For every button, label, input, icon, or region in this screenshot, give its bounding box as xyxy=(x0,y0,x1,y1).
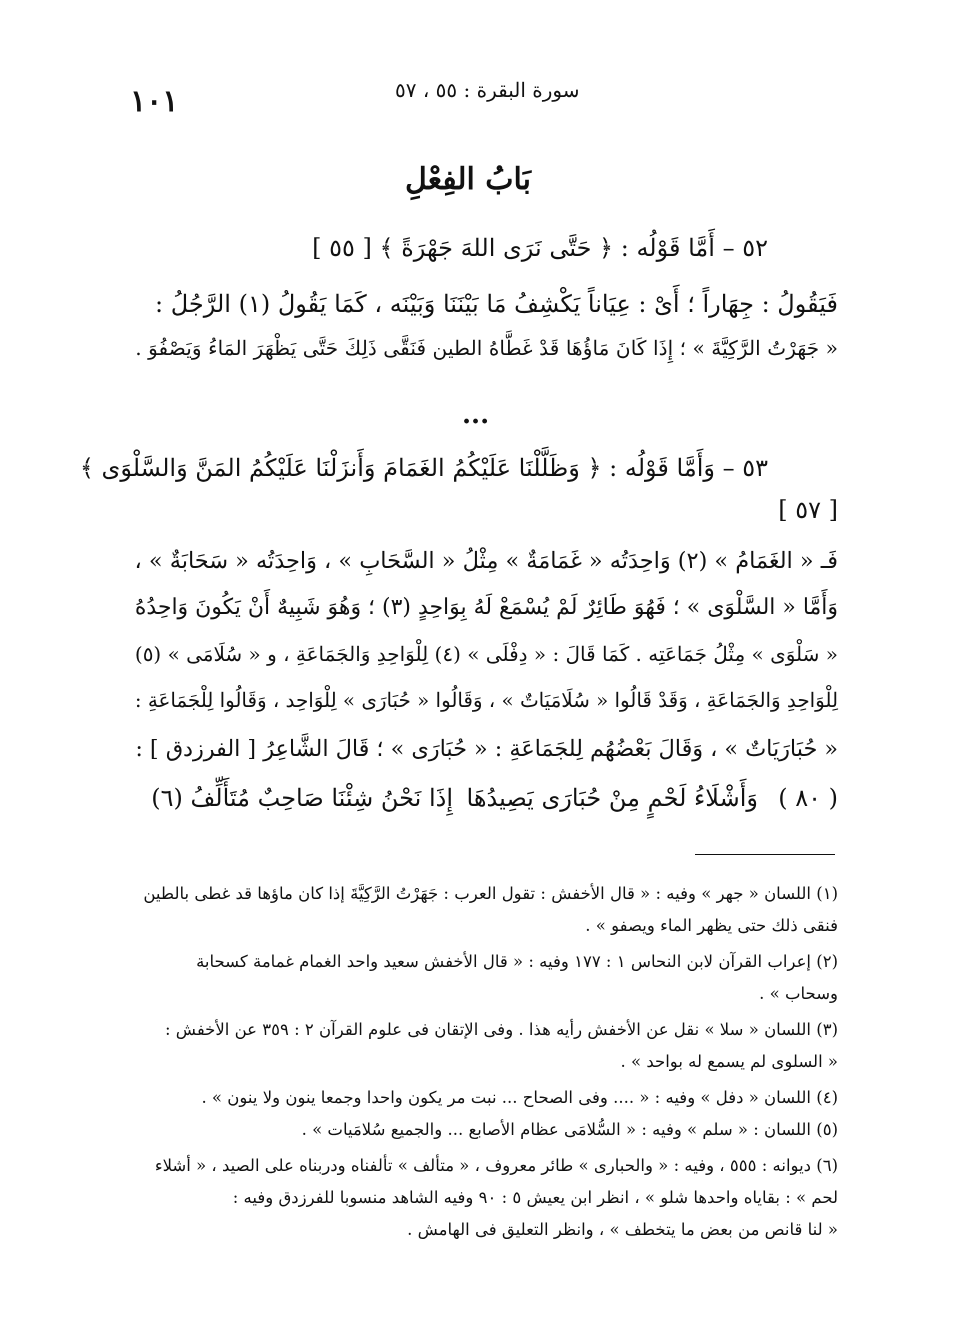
footnote-1-line-2: فنقى ذلك حتى يظهر الماء ويصفو » . xyxy=(585,916,838,935)
footnote-6-line-1: (٦) ديوانه : ٥٥٥ ، وفيه : « والحبارى » طائر معروف ، « متألف » تألفناه ودربناه على الصيد ، « أشلاء xyxy=(154,1156,838,1175)
footnote-1-line-1: (١) اللسان « جهر » وفيه : « قال الأخفش : تقول العرب : جَهَرْتُ الرَّكِيَّةَ إذا كان ماؤها قد غطى بالطين xyxy=(143,884,838,903)
section-53-line-2: وَأَمَّا « السَّلْوَى » ؛ فَهُوَ طَائِرٌ لَمْ يُسْمَعْ لَهُ بِوَاحِدٍ (٣) ؛ وَهُوَ شَبِيهٌ أَنْ يَكُونَ وَاحِدُهُ xyxy=(134,595,838,620)
section-53-line-1: فَـ « الغَمَامُ » (٢) وَاحِدَتُه « غَمَامَةٌ » مِثْلُ « السَّحَابِ » ، وَاحِدَتُه « سَحَابَةٌ » ، xyxy=(134,548,838,574)
section-52-line-2: « جَهَرْتُ الرَّكِيَّةَ » ؛ إِذَا كَانَ مَاؤُهَا قَدْ غَطَّاهُ الطين فَنَقَّى ذَلِكَ حَتَّى يَظْهَرَ المَاءُ وَيَصْفُوَ . xyxy=(135,336,838,360)
poem-hemistich-2: إِذَا نَحْنُ شِئْنَا صَاحِبٌ مُتَأَلِّفُ (٦) xyxy=(151,784,453,812)
poem-number: ( ٨٠ ) xyxy=(778,784,838,812)
footnote-rule xyxy=(695,854,835,855)
footnote-6-line-2: لحم » : بقاياه واحدها شلو » ، انظر ابن يعيش ٥ : ٩٠ وفيه الشاهد منسوبا للفرزدق وفيه : xyxy=(232,1188,838,1207)
section-53-heading-ref: [ ٥٧ ] xyxy=(778,496,838,524)
poem-hemistich-1: وَأَشْلَاءُ لَحْمٍ مِنْ حُبَارَى يَصِيدُهَا xyxy=(466,784,758,812)
section-separator: ... xyxy=(462,400,490,430)
footnote-3-line-1: (٣) اللسان « سلا » نقل عن الأخفش رأيه هذا . وفى الإتقان فى علوم القرآن ٢ : ٣٥٩ عن الأخفش : xyxy=(164,1020,838,1039)
section-53-line-4: لِلْوَاحِدِ وَالجَمَاعَةِ ، وَقَدْ قَالُوا « سُلَامَيَاتٌ » ، وَقَالُوا « حُبَارَى » لِلْوَاحِد ، وَقَالُوا لِلْجَمَاعَةِ : xyxy=(134,689,838,712)
footnote-2-line-2: وسحاب » . xyxy=(759,984,838,1003)
footnote-2-line-1: (٢) إعراب القرآن لابن النحاس ١ : ١٧٧ وفيه : « قال الأخفش سعيد واحد الغمام غمامة كسحابة xyxy=(196,952,838,971)
section-53-line-5: « حُبَارَيَاتٌ » ، وَقَالَ بَعْضُهُم لِلجَمَاعَةِ : « حُبَارَى » ؛ قَالَ الشَّاعِرُ [ الفرزدق ] : xyxy=(135,736,838,762)
section-52-line-1: فَيَقُولُ : جِهَاراً ؛ أَىْ : عِيَاناً يَكْشِفُ مَا بَيْنَنَا وَبَيْنَه ، كَمَا يَقُولُ (١) الرَّجُلُ : xyxy=(154,290,838,318)
running-header: سورة البقرة : ٥٥ ، ٥٧ xyxy=(395,78,580,102)
page-number: ١٠١ xyxy=(130,84,179,119)
section-52-heading: ٥٢ – أَمَّا قَوْلُه : ﴿ حَتَّى نَرَى اللهَ جَهْرَةً ﴾ [ ٥٥ ] xyxy=(312,234,768,262)
footnote-6-line-3: « لنا قانص من بعض ما يتخطف » ، وانظر التعليق فى الهامش . xyxy=(407,1220,838,1239)
chapter-title: بَابُ الفِعْلِ xyxy=(405,162,532,197)
footnote-3-line-2: « السلوى لم يسمع له بواحد » . xyxy=(620,1052,838,1071)
footnote-5: (٥) اللسان : « سلم » وفيه : « السُّلامَى عظام الأصابع ... والجميع سُلامَيات » . xyxy=(301,1120,838,1139)
section-53-heading: ٥٣ – وَأَمَّا قَوْلُه : ﴿ وَظَلَّلْنَا عَلَيْكُمُ الغَمَامَ وَأَنزَلْنَا عَلَيْكُمُ المَنَّ وَالسَّلْوَى ﴾ xyxy=(79,454,768,482)
section-53-line-3: « سَلْوَى » مِثْلُ جَمَاعَتِه . كَمَا قَالَ : « دِفْلَى » (٤) لِلْوَاحِدِ وَالجَمَاعَةِ ، و « سُلَامَى » (٥) xyxy=(134,642,838,666)
footnote-4: (٤) اللسان « دفل » وفيه : « .... وفى الصحاح ... نبت مر يكون واحدا وجمعا ينون ولا ينون » . xyxy=(201,1088,838,1107)
